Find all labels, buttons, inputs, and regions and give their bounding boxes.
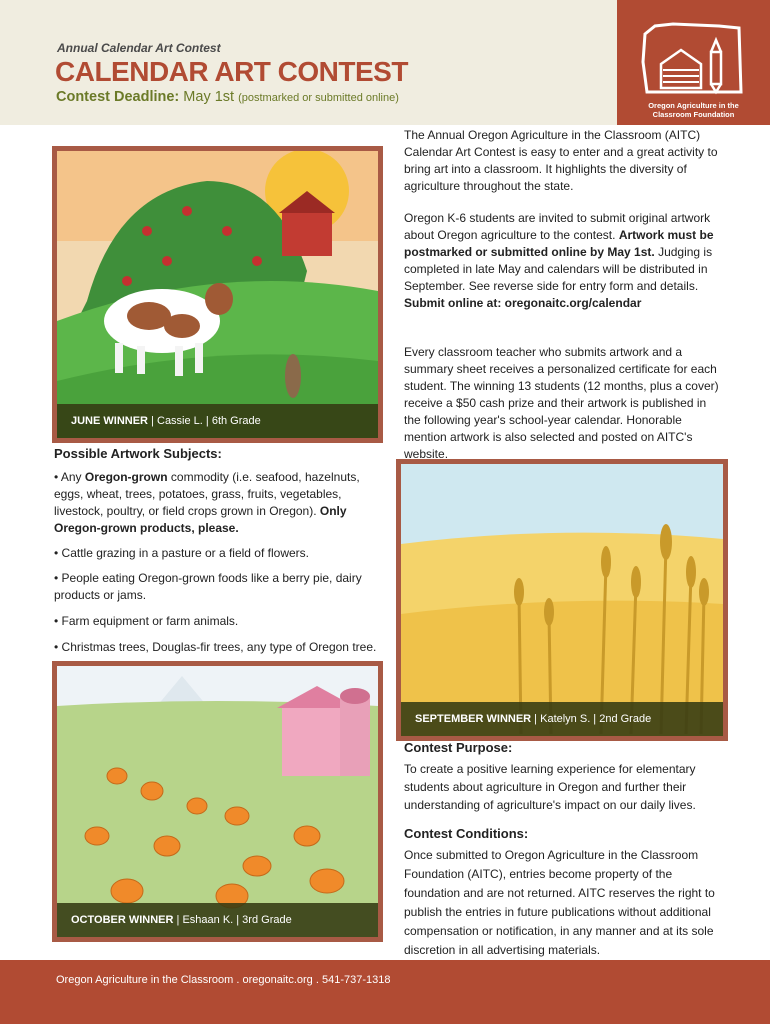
subject-bullet-1-text: commodity (i.e. seafood, hazelnuts, eggs, wheat, trees, potatoes, grass, fruits, vegetables, livestock, poultry, or field crops grown in Oregon). bbox=[54, 470, 360, 518]
eyebrow-title: Annual Calendar Art Contest bbox=[57, 41, 221, 55]
september-winner-detail: Katelyn S. | 2nd Grade bbox=[540, 713, 652, 725]
subject-bullet-1-prefix: • Any bbox=[54, 470, 85, 484]
intro-p2-deadline: Artwork must be postmarked or submitted online by May 1st. bbox=[404, 228, 714, 259]
logo-line-1: Oregon Agriculture in the bbox=[648, 101, 739, 110]
subjects-heading: Possible Artwork Subjects: bbox=[54, 446, 222, 461]
deadline-label: Contest Deadline: bbox=[56, 89, 180, 105]
deadline-note: (postmarked or submitted online) bbox=[238, 92, 399, 104]
deadline-date: May 1st bbox=[183, 89, 235, 105]
intro-paragraph-3: Every classroom teacher who submits artwork and a summary sheet receives a personalized certificate for each student. The winning 13 students (12 months, plus a cover) receive a $50 cash prize and their artwork is published in the following year's school-year calendar. Honorable mention artwork is also selected and posted on AITC's website. bbox=[404, 345, 719, 461]
october-artwork-image bbox=[57, 666, 378, 937]
footer-band bbox=[0, 960, 770, 1024]
contest-deadline bbox=[56, 89, 399, 105]
subject-bullet-2: • Cattle grazing in a pasture or a field of flowers. bbox=[54, 546, 309, 560]
subject-bullet-1-note: Only Oregon-grown products, please. bbox=[54, 504, 347, 535]
intro-paragraph-1: The Annual Oregon Agriculture in the Classroom (AITC) Calendar Art Contest is easy to enter and a great activity to bring art into a classroom. It highlights the diversity of agriculture throughout the state. bbox=[404, 128, 718, 193]
subject-bullet-3: • People eating Oregon-grown foods like a berry pie, dairy products or jams. bbox=[54, 571, 362, 602]
september-artwork-image bbox=[401, 464, 723, 736]
intro-p2-judging: Judging is completed in late May and calendars will be distributed in September. See reverse side for entry form and details. bbox=[404, 245, 713, 293]
june-winner-detail: Cassie L. | 6th Grade bbox=[157, 415, 261, 427]
conditions-heading: Contest Conditions: bbox=[404, 826, 529, 841]
purpose-heading: Contest Purpose: bbox=[404, 740, 513, 755]
june-artwork-image bbox=[57, 151, 378, 438]
september-winner-caption: SEPTEMBER WINNER | Katelyn S. | 2nd Grade bbox=[401, 702, 723, 736]
september-artwork-card bbox=[396, 459, 728, 741]
logo-line-2: Classroom Foundation bbox=[652, 110, 735, 119]
submit-online-link[interactable]: Submit online at: oregonaitc.org/calendar bbox=[404, 296, 642, 310]
october-winner-month: OCTOBER WINNER bbox=[71, 914, 174, 926]
intro-paragraph-2 bbox=[404, 210, 722, 312]
oregon-barn-pencil-icon bbox=[639, 22, 749, 100]
subject-bullet-1-bold: Oregon-grown bbox=[84, 470, 168, 484]
subject-bullet-5: • Christmas trees, Douglas-fir trees, any type of Oregon tree. bbox=[54, 640, 377, 654]
june-winner-caption: JUNE WINNER | Cassie L. | 6th Grade bbox=[57, 404, 378, 438]
october-artwork-card bbox=[52, 661, 383, 942]
intro-p2-text: Oregon K-6 students are invited to submit original artwork about Oregon agriculture to the contest. bbox=[404, 211, 711, 242]
logo-caption bbox=[617, 101, 770, 119]
subject-bullet-1 bbox=[54, 469, 384, 537]
june-artwork-card bbox=[52, 146, 383, 443]
conditions-text: Once submitted to Oregon Agriculture in the Classroom Foundation (AITC), entries become property of the foundation and are not returned. AITC reserves the right to publish the entries in future publications without additional compensation or notification, in any manner and at its sole discretion in all advertising materials. bbox=[404, 848, 715, 957]
subject-bullet-4: • Farm equipment or farm animals. bbox=[54, 614, 239, 628]
september-winner-month: SEPTEMBER WINNER bbox=[415, 713, 532, 725]
footer-contact: Oregon Agriculture in the Classroom . oregonaitc.org . 541-737-1318 bbox=[56, 974, 391, 986]
purpose-text: To create a positive learning experience for elementary students about agriculture in Oregon and further their understanding of agriculture's impact on our daily lives. bbox=[404, 762, 696, 812]
page-title: CALENDAR ART CONTEST bbox=[55, 56, 408, 87]
october-winner-caption: OCTOBER WINNER | Eshaan K. | 3rd Grade bbox=[57, 903, 378, 937]
june-winner-month: JUNE WINNER bbox=[71, 415, 149, 427]
october-winner-detail: Eshaan K. | 3rd Grade bbox=[182, 914, 292, 926]
aitc-logo bbox=[617, 0, 770, 125]
